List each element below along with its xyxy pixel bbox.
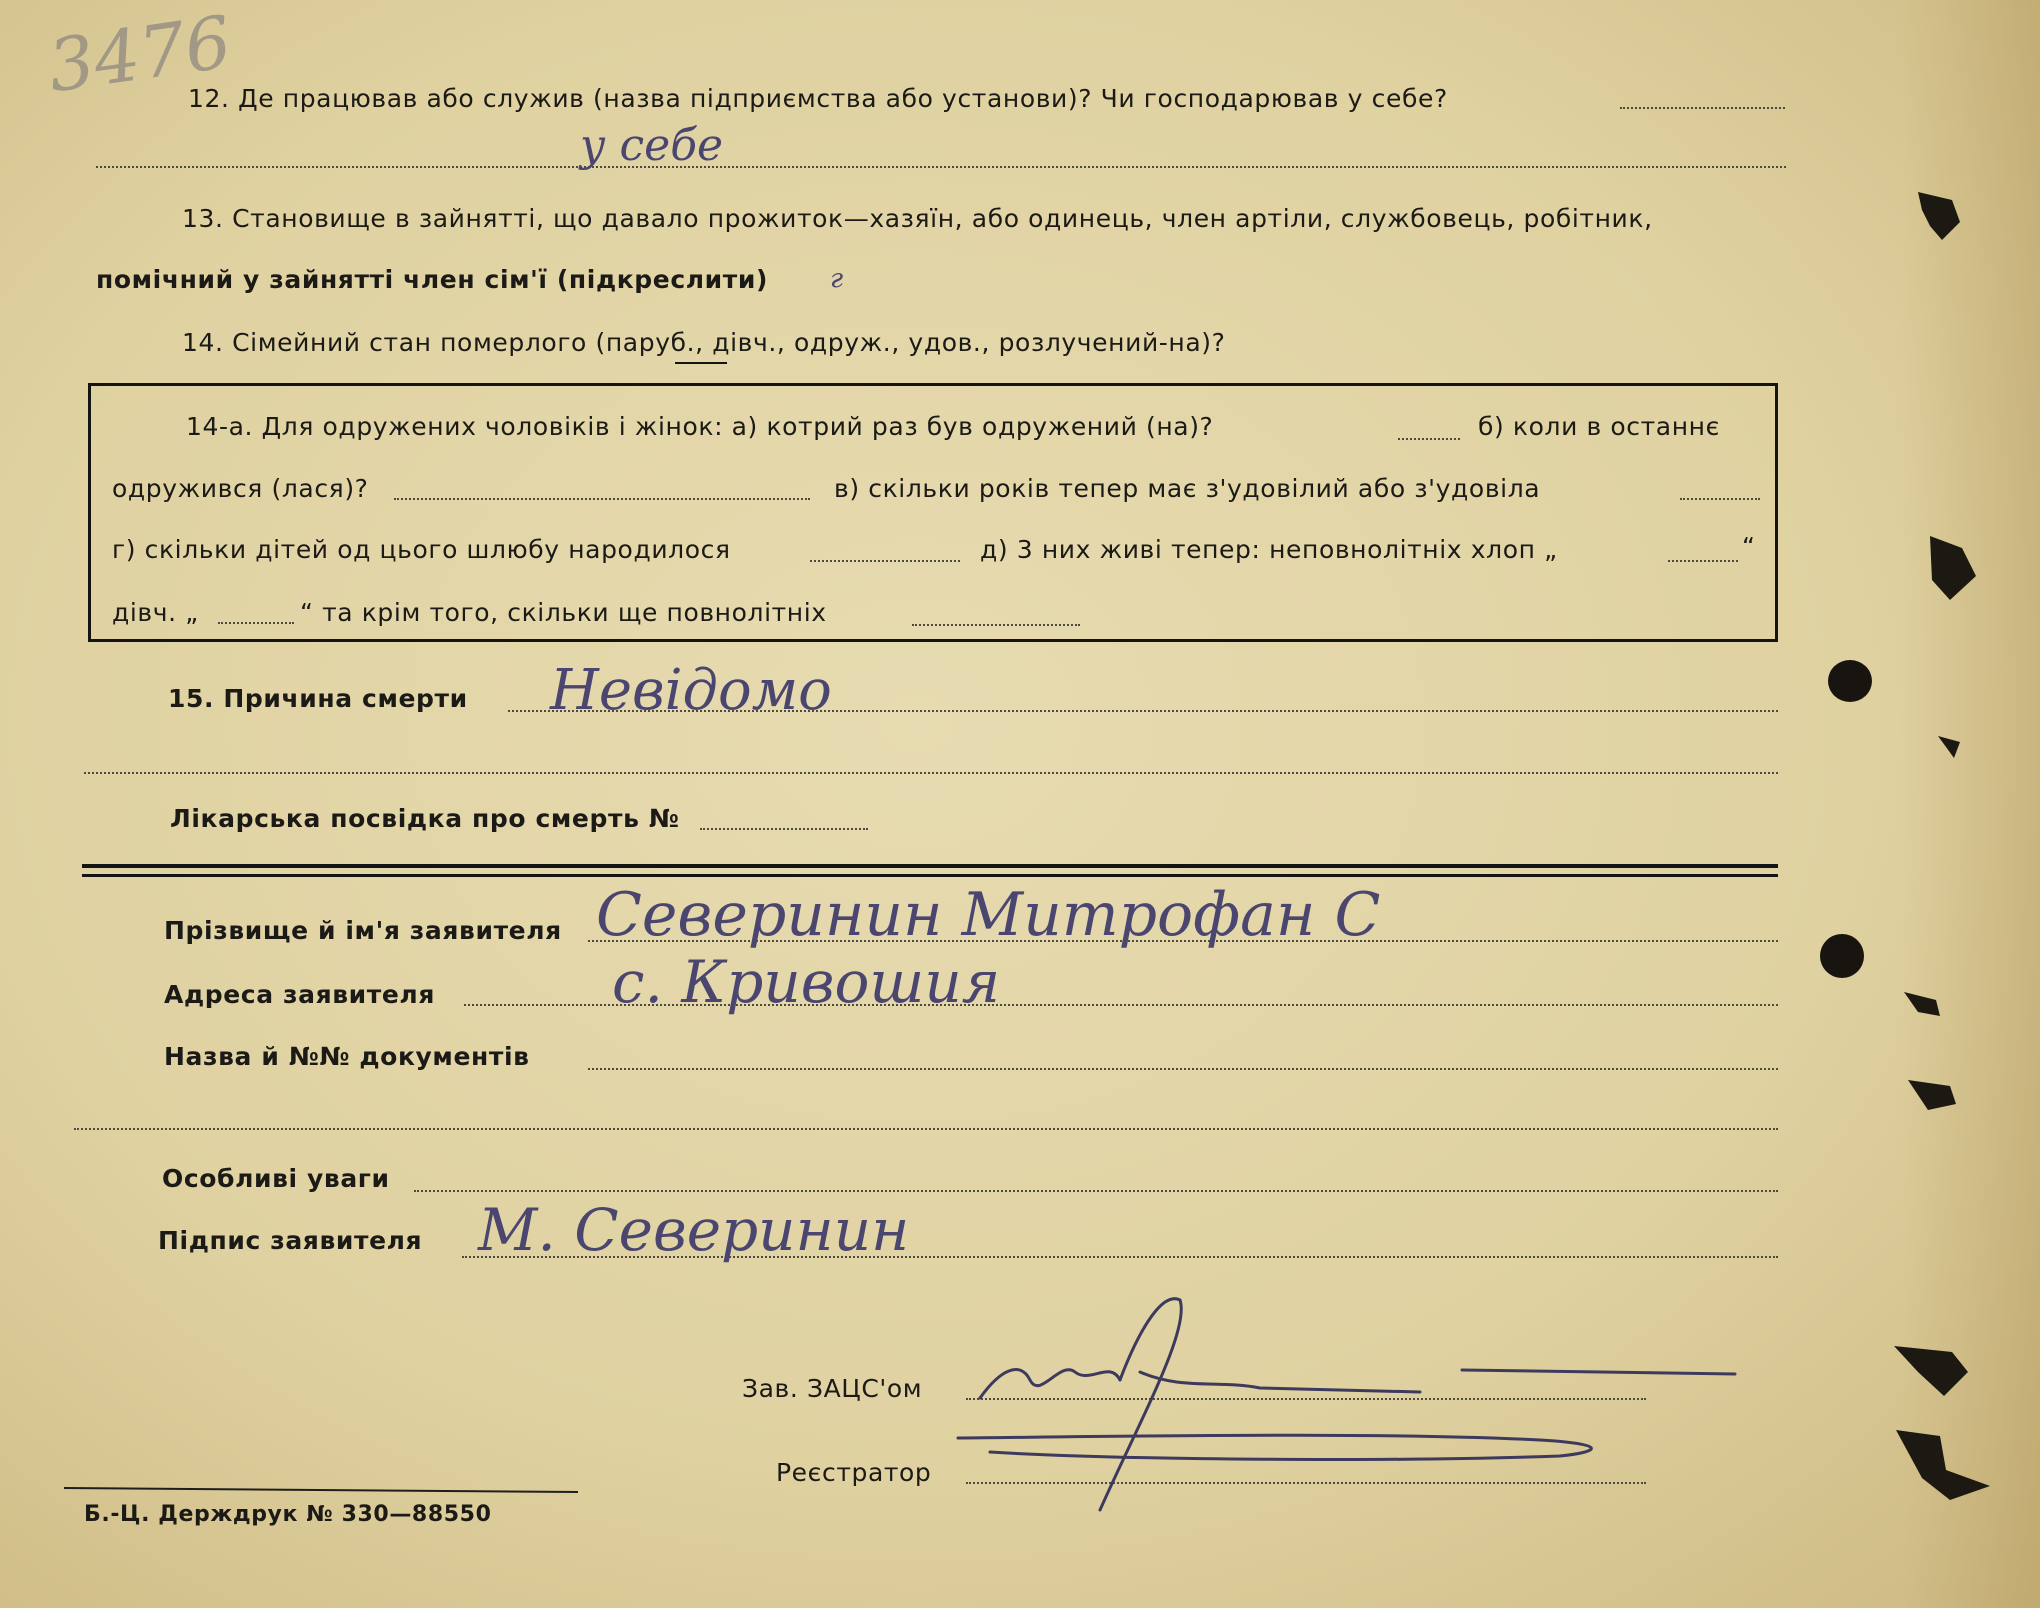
applicant-signature: М. Северинин bbox=[478, 1196, 910, 1264]
q14a-line2b: в) скільки років тепер має з'удовілий або з'удовіла bbox=[834, 474, 1541, 503]
applicant-name-value: Северинин Митрофан С bbox=[596, 880, 1381, 950]
medical-certificate-label: Лікарська посвідка про смерть № bbox=[170, 804, 680, 833]
q13-mark: г bbox=[830, 264, 844, 294]
signature-label: Підпис заявителя bbox=[158, 1226, 423, 1255]
applicant-name-label: Прізвище й ім'я заявителя bbox=[164, 916, 562, 945]
q14a-line4b: “ та крім того, скільки ще повнолітніх bbox=[300, 598, 827, 627]
q14-label: 14. Сімейний стан померлого (паруб., дівч., одруж., удов., розлучений-на)? bbox=[182, 328, 1226, 357]
q13-line2: помічний у зайнятті член сім'ї (підкреслити) bbox=[96, 265, 769, 294]
archive-number: 3476 bbox=[43, 0, 237, 109]
q14a-line4a: дівч. „ bbox=[112, 598, 199, 627]
documents-label: Назва й №№ документів bbox=[164, 1042, 530, 1071]
q14a-line3a: г) скільки дітей од цього шлюбу народилося bbox=[112, 535, 731, 564]
head-zags-label: Зав. ЗАЦС'ом bbox=[742, 1374, 923, 1403]
registrar-label: Реєстратор bbox=[776, 1458, 932, 1487]
q15-answer: Невідомо bbox=[550, 658, 832, 723]
q13-line1: 13. Становище в зайнятті, що давало прожиток—хазяїн, або одинець, член артіли, службовець, робітник, bbox=[182, 204, 1653, 233]
q14a-line1b: б) коли в останнє bbox=[1478, 412, 1720, 441]
q12-label: 12. Де працював або служив (назва підприємства або установи)? Чи господарював у себе? bbox=[188, 84, 1448, 113]
q14a-line3c: “ bbox=[1742, 532, 1756, 561]
q14a-line2a: одружився (лася)? bbox=[112, 474, 369, 503]
printer-imprint: Б.-Ц. Держдрук № 330—88550 bbox=[84, 1502, 492, 1527]
applicant-address-label: Адреса заявителя bbox=[164, 980, 435, 1009]
q12-answer: у себе bbox=[580, 120, 724, 171]
q14a-line3b: д) 3 них живі тепер: неповнолітніх хлоп „ bbox=[980, 535, 1558, 564]
q15-label: 15. Причина смерти bbox=[168, 684, 468, 713]
applicant-address-value: с. Кривошия bbox=[612, 948, 1001, 1016]
q14a-line1: 14-а. Для одружених чоловіків і жінок: а) котрий раз був одружений (на)? bbox=[186, 412, 1214, 441]
notes-label: Особливі уваги bbox=[162, 1164, 390, 1193]
